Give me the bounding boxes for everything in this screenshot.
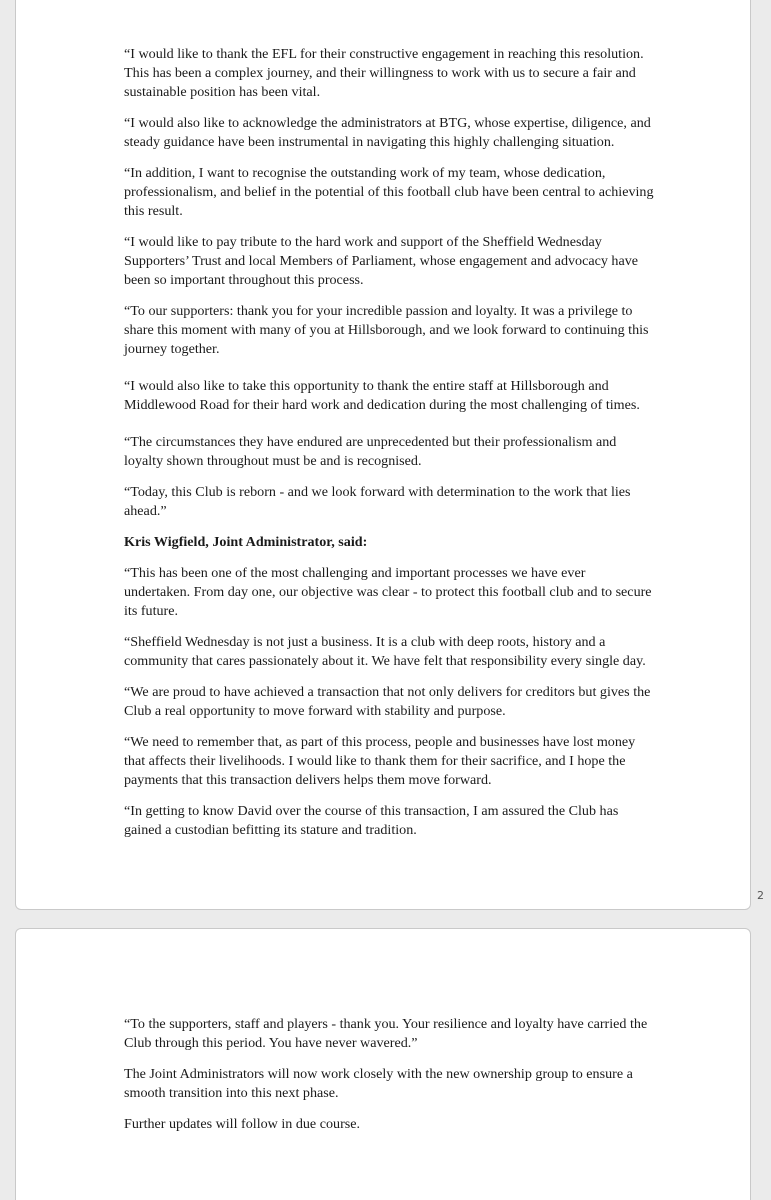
page-3-body: [124, 1015, 654, 1146]
paragraph: “To the supporters, staff and players - thank you. Your resilience and loyalty have carried the Club through this period. You have never wavered.”: [124, 1016, 648, 1051]
paragraph: “To our supporters: thank you for your incredible passion and loyalty. It was a privilege to share this moment with many of you at Hillsborough, and we look forward to continuing this journey together.: [124, 303, 649, 357]
document-page-3: [15, 928, 751, 1200]
paragraph: “This has been one of the most challenging and important processes we have ever undertaken. From day one, our objective was clear - to protect this football club and to secure its future.: [124, 565, 652, 619]
paragraph: “I would like to pay tribute to the hard work and support of the Sheffield Wednesday Supporters’ Trust and local Members of Parliament, whose engagement and advocacy have been so important throughout this process.: [124, 234, 639, 288]
speaker-heading: Kris Wigfield, Joint Administrator, said:: [124, 534, 368, 550]
document-page-2: [15, 0, 751, 910]
paragraph: “We are proud to have achieved a transaction that not only delivers for creditors but gives the Club a real opportunity to move forward with stability and purpose.: [124, 684, 651, 719]
paragraph: “In getting to know David over the course of this transaction, I am assured the Club has gained a custodian befitting its stature and tradition.: [124, 803, 619, 838]
paragraph: “Sheffield Wednesday is not just a business. It is a club with deep roots, history and a community that cares passionately about it. We have felt that responsibility every single day.: [124, 634, 646, 669]
paragraph: “We need to remember that, as part of this process, people and businesses have lost money that affects their livelihoods. I would like to thank them for their sacrifice, and I hope the payments that this transaction delivers helps them move forward.: [124, 734, 636, 788]
paragraph: “I would like to thank the EFL for their constructive engagement in reaching this resolution. This has been a complex journey, and their willingness to work with us to secure a fair and sustainable position has been vital.: [124, 46, 644, 100]
paragraph: “Today, this Club is reborn - and we look forward with determination to the work that lies ahead.”: [124, 484, 631, 519]
paragraph: “In addition, I want to recognise the outstanding work of my team, whose dedication, professionalism, and belief in the potential of this football club have been central to achieving this result.: [124, 165, 654, 219]
page-number: 2: [757, 889, 764, 902]
page-2-body: [124, 45, 654, 852]
paragraph: “The circumstances they have endured are unprecedented but their professionalism and loyalty shown throughout must be and is recognised.: [124, 434, 617, 469]
paragraph: “I would also like to take this opportunity to thank the entire staff at Hillsborough and Middlewood Road for their hard work and dedication during the most challenging of times.: [124, 378, 640, 413]
paragraph: Further updates will follow in due course.: [124, 1116, 361, 1132]
paragraph: The Joint Administrators will now work closely with the new ownership group to ensure a smooth transition into this next phase.: [124, 1066, 633, 1101]
paragraph: “I would also like to acknowledge the administrators at BTG, whose expertise, diligence, and steady guidance have been instrumental in navigating this highly challenging situation.: [124, 115, 651, 150]
